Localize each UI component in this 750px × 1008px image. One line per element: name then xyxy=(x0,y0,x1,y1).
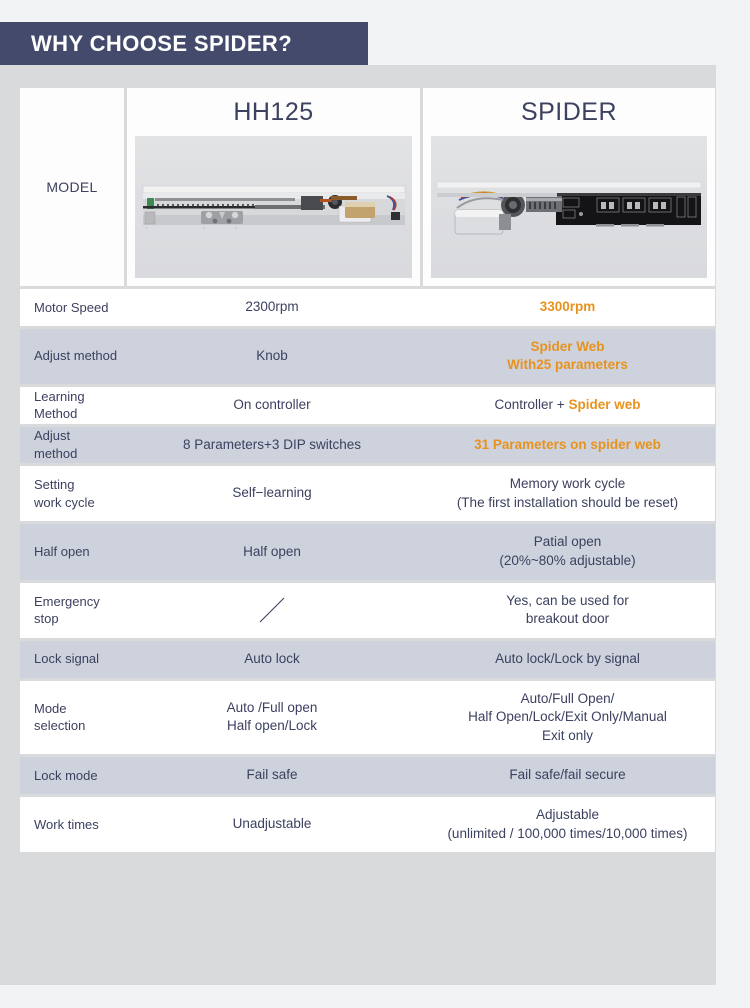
row-value-hh125: Self−learning xyxy=(232,485,312,501)
row-value-spider xyxy=(420,387,715,424)
table-row xyxy=(20,466,715,521)
section-banner xyxy=(0,22,368,65)
value-line: Yes, can be used for xyxy=(506,592,629,608)
row-label: Lock signal xyxy=(34,651,100,667)
table-row xyxy=(20,583,715,638)
highlight-line: Spider Web xyxy=(530,338,605,354)
row-label-line: stop xyxy=(34,611,59,627)
row-label xyxy=(20,681,124,755)
row-value-spider xyxy=(420,524,715,579)
svg-text:3: 3 xyxy=(235,227,237,230)
row-value-hh125: 8 Parameters+3 DIP switches xyxy=(183,436,361,452)
table-row-model xyxy=(20,88,715,286)
product-image-hh125 xyxy=(135,136,412,278)
row-value-hh125: On controller xyxy=(233,396,311,412)
value-line: (unlimited / 100,000 times/10,000 times) xyxy=(447,825,688,841)
row-label-line: Adjust xyxy=(34,428,71,444)
table-row xyxy=(20,289,715,326)
value-line: Memory work cycle xyxy=(509,476,626,492)
row-value-spider xyxy=(420,797,715,852)
value-line: Half open/Lock xyxy=(226,718,318,734)
row-label-line: Emergency xyxy=(34,593,100,609)
value-line: Half Open/Lock/Exit Only/Manual xyxy=(468,709,667,725)
row-value-spider xyxy=(420,681,715,755)
row-label-line: Setting xyxy=(34,477,75,493)
table-row xyxy=(20,329,715,384)
highlight-value: Spider web xyxy=(568,396,641,412)
row-label-line: work cycle xyxy=(34,494,95,510)
product-name-hh125: HH125 xyxy=(233,97,314,126)
product-name-spider: SPIDER xyxy=(520,97,618,126)
value-line: Adjustable xyxy=(535,807,600,822)
row-label-line: Mode xyxy=(34,700,67,716)
row-value-spider xyxy=(420,289,715,326)
table-row xyxy=(20,641,715,678)
row-value-hh125: Unadjustable xyxy=(232,816,312,832)
row-label-line: method xyxy=(34,445,78,461)
highlight-line: With25 parameters xyxy=(507,357,628,373)
row-value-spider: Auto lock/Lock by signal xyxy=(495,650,640,666)
row-value-spider: Fail safe/fail secure xyxy=(509,767,626,783)
row-label: Adjust method xyxy=(34,348,118,364)
table-row xyxy=(20,524,715,579)
comparison-table xyxy=(20,88,715,855)
row-value-hh125: Fail safe xyxy=(246,767,298,783)
table-row xyxy=(20,387,715,424)
value-prefix: Controller + xyxy=(494,396,569,412)
product-column-spider xyxy=(423,88,715,286)
row-label: Lock mode xyxy=(34,767,98,783)
value-line: Auto/Full Open/ xyxy=(520,690,615,706)
row-value-spider xyxy=(420,329,715,384)
row-value-hh125: Knob xyxy=(256,347,288,363)
value-line: breakout door xyxy=(525,611,610,627)
product-image-spider xyxy=(431,136,707,278)
row-value-hh125 xyxy=(124,681,420,755)
slash-icon xyxy=(257,595,287,625)
row-label: Learning Method xyxy=(34,388,85,422)
value-line: (The first installation should be reset) xyxy=(456,494,679,510)
row-label xyxy=(20,466,124,521)
highlight-value: 31 Parameters on spider web xyxy=(474,436,661,452)
row-value-hh125: Auto lock xyxy=(244,650,300,666)
row-label: Work times xyxy=(34,816,99,832)
table-row xyxy=(20,797,715,852)
row-label: Half open xyxy=(34,544,90,560)
row-value-spider xyxy=(420,466,715,521)
svg-text:2: 2 xyxy=(203,227,205,230)
row-label xyxy=(20,427,124,464)
table-row xyxy=(20,757,715,794)
value-line: Exit only xyxy=(541,727,594,743)
row-value-spider xyxy=(420,427,715,464)
row-value-hh125 xyxy=(124,583,420,638)
value-line: Auto /Full open xyxy=(226,699,318,715)
row-value-hh125: 2300rpm xyxy=(245,299,299,314)
table-row xyxy=(20,427,715,464)
product-column-hh125 xyxy=(127,88,420,286)
row-label xyxy=(20,583,124,638)
row-label: Motor Speed xyxy=(34,299,109,315)
value-line: Patial open xyxy=(533,534,602,550)
page-title: WHY CHOOSE SPIDER? xyxy=(31,30,293,56)
row-label-line: selection xyxy=(34,718,86,734)
model-row-label: MODEL xyxy=(20,88,124,286)
row-value-hh125: Half open xyxy=(243,543,301,559)
row-value-spider xyxy=(420,583,715,638)
highlight-value: 3300rpm xyxy=(539,299,596,314)
table-row xyxy=(20,681,715,755)
value-line: (20%~80% adjustable) xyxy=(499,553,636,568)
svg-text:1: 1 xyxy=(146,227,148,230)
